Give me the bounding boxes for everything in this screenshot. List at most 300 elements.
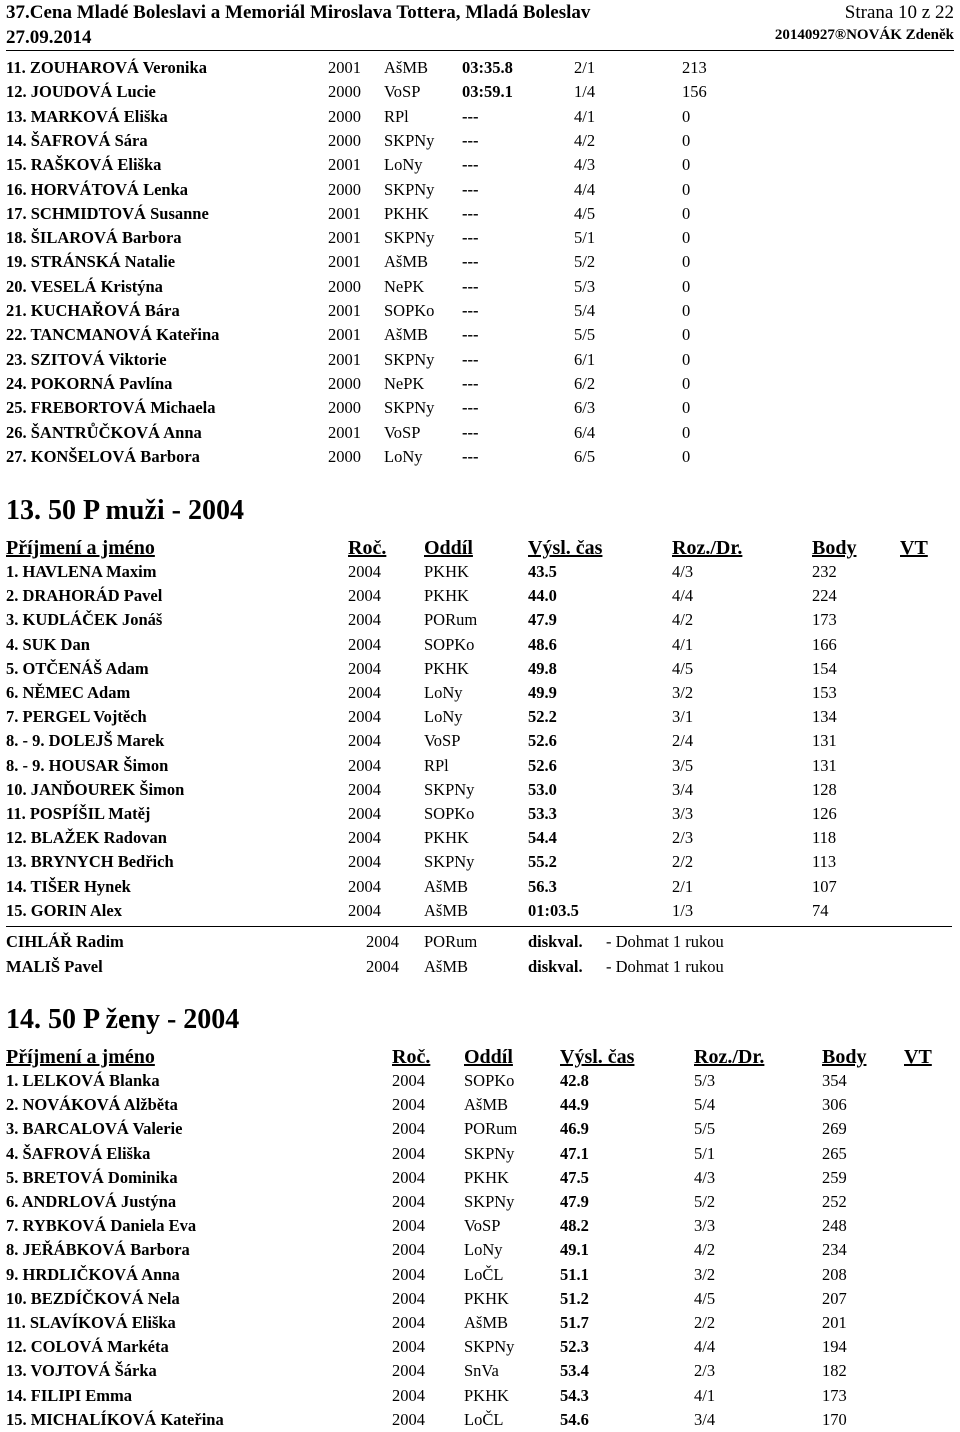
points: 269 — [822, 1119, 847, 1139]
athlete-name: 22. TANCMANOVÁ Kateřina — [6, 325, 220, 345]
birth-year: 2001 — [328, 301, 361, 320]
athlete-name: 13. BRYNYCH Bedřich — [6, 852, 174, 872]
result-time: 47.1 — [560, 1143, 589, 1163]
points: 134 — [812, 707, 837, 727]
heat-lane: 3/3 — [672, 804, 694, 823]
club-code: RPl — [424, 755, 449, 775]
athlete-name: 3. KUDLÁČEK Jonáš — [6, 610, 163, 630]
heat-lane: 5/2 — [694, 1192, 716, 1211]
points: 0 — [682, 398, 691, 418]
athlete-name: 11. SLAVÍKOVÁ Eliška — [6, 1313, 176, 1332]
club-code: SOPKo — [384, 301, 435, 320]
heat-lane: 3/2 — [694, 1264, 716, 1284]
athlete-name: 10. JANĎOUREK Šimon — [6, 779, 185, 799]
result-time: 51.2 — [560, 1288, 589, 1308]
result-time: --- — [462, 228, 479, 248]
club-code: SKPNy — [464, 1337, 515, 1357]
result-time: 53.3 — [528, 804, 557, 823]
points: 234 — [822, 1240, 847, 1260]
result-time: 43.5 — [528, 562, 557, 581]
points: 154 — [812, 658, 837, 678]
birth-year: 2004 — [348, 707, 381, 727]
result-time: 44.0 — [528, 586, 557, 606]
heat-lane: 4/5 — [672, 658, 694, 678]
birth-year: 2004 — [392, 1071, 425, 1090]
dq-reason: - Dohmat 1 rukou — [606, 932, 724, 951]
birth-year: 2001 — [328, 252, 361, 272]
result-time: --- — [462, 106, 479, 126]
result-time: --- — [462, 398, 479, 418]
birth-year: 2000 — [328, 82, 361, 102]
athlete-name: 10. BEZDÍČKOVÁ Nela — [6, 1288, 180, 1308]
heat-lane: 5/3 — [574, 276, 596, 296]
event-title: 37.Cena Mladé Boleslavi a Memoriál Miroslava Tottera, Mladá Boleslav — [6, 2, 591, 23]
heat-lane: 4/3 — [574, 155, 596, 175]
result-time: --- — [462, 422, 479, 442]
club-code: PORum — [424, 610, 478, 630]
club-code: SOPKo — [424, 634, 475, 654]
club-code: SKPNy — [464, 1143, 515, 1163]
club-code: PKHK — [424, 658, 469, 678]
athlete-name: 8. JEŘÁBKOVÁ Barbora — [6, 1240, 190, 1260]
result-time: 44.9 — [560, 1095, 589, 1115]
club-code: AšMB — [424, 876, 469, 896]
athlete-name: 1. HAVLENA Maxim — [6, 562, 157, 581]
club-code: LoNy — [424, 683, 463, 702]
club-code: AšMB — [384, 58, 429, 77]
heat-lane: 3/1 — [672, 707, 694, 727]
result-time: 54.6 — [560, 1409, 589, 1429]
athlete-name: 14. ŠAFROVÁ Sára — [6, 130, 148, 150]
result-time: --- — [462, 179, 479, 199]
athlete-name: 12. BLAŽEK Radovan — [6, 828, 167, 848]
points: 182 — [822, 1361, 847, 1381]
athlete-name: 4. ŠAFROVÁ Eliška — [6, 1143, 151, 1163]
points: 201 — [822, 1313, 847, 1332]
result-time: --- — [462, 349, 479, 369]
points: 194 — [822, 1337, 847, 1357]
points: 354 — [822, 1071, 847, 1090]
column-header-pts: Body — [812, 537, 857, 559]
heat-lane: 6/5 — [574, 446, 596, 466]
heat-lane: 2/3 — [672, 828, 694, 848]
club-code: PKHK — [464, 1167, 509, 1187]
points: 118 — [812, 828, 837, 848]
birth-year: 2004 — [348, 731, 381, 751]
birth-year: 2004 — [366, 932, 399, 951]
result-time: diskval. — [528, 932, 583, 951]
points: 0 — [682, 130, 691, 150]
dq-reason: - Dohmat 1 rukou — [606, 956, 724, 976]
athlete-name: 6. NĚMEC Adam — [6, 683, 131, 702]
points: 0 — [682, 301, 691, 320]
athlete-name: 12. COLOVÁ Markéta — [6, 1337, 169, 1357]
club-code: PKHK — [384, 203, 429, 223]
points: 173 — [812, 610, 837, 630]
points: 306 — [822, 1095, 847, 1115]
club-code: NePK — [384, 276, 425, 296]
heat-lane: 3/2 — [672, 683, 694, 702]
result-time: diskval. — [528, 956, 583, 976]
club-code: RPl — [384, 106, 409, 126]
club-code: NePK — [384, 373, 425, 393]
athlete-name: 14. FILIPI Emma — [6, 1385, 133, 1405]
column-header-vt: VT — [900, 537, 928, 559]
club-code: LoNy — [384, 446, 423, 466]
athlete-name: 5. OTČENÁŠ Adam — [6, 658, 149, 678]
result-time: 52.2 — [528, 707, 557, 727]
heat-lane: 4/1 — [672, 634, 694, 654]
club-code: PKHK — [424, 562, 469, 581]
result-time: 48.6 — [528, 634, 557, 654]
points: 0 — [682, 252, 691, 272]
result-time: 47.9 — [528, 610, 557, 630]
result-time: --- — [462, 130, 479, 150]
heat-lane: 5/1 — [574, 228, 596, 248]
result-time: 42.8 — [560, 1071, 589, 1090]
result-time: --- — [462, 252, 479, 272]
result-time: 47.9 — [560, 1192, 589, 1211]
athlete-name: 8. - 9. DOLEJŠ Marek — [6, 731, 165, 751]
athlete-name: 16. HORVÁTOVÁ Lenka — [6, 179, 189, 199]
result-time: --- — [462, 276, 479, 296]
heat-lane: 4/4 — [694, 1337, 716, 1357]
birth-year: 2004 — [392, 1167, 425, 1187]
result-time: --- — [462, 373, 479, 393]
birth-year: 2004 — [348, 876, 381, 896]
result-time: 54.4 — [528, 828, 557, 848]
birth-year: 2001 — [328, 422, 361, 442]
result-time: 52.3 — [560, 1337, 589, 1357]
points: 0 — [682, 203, 691, 223]
birth-year: 2001 — [328, 349, 361, 369]
athlete-name: 18. ŠILAROVÁ Barbora — [6, 228, 182, 248]
birth-year: 2004 — [392, 1288, 425, 1308]
athlete-name: 24. POKORNÁ Pavlína — [6, 373, 173, 393]
athlete-name: 2. DRAHORÁD Pavel — [6, 586, 163, 606]
club-code: SKPNy — [384, 228, 435, 248]
athlete-name: 11. POSPÍŠIL Matěj — [6, 804, 151, 823]
heat-lane: 4/2 — [672, 610, 694, 630]
birth-year: 2004 — [348, 683, 381, 702]
club-code: PORum — [424, 932, 478, 951]
birth-year: 2004 — [348, 586, 381, 606]
club-code: SKPNy — [464, 1192, 515, 1211]
heat-lane: 6/4 — [574, 422, 596, 442]
athlete-name: CIHLÁŘ Radim — [6, 932, 124, 951]
heat-lane: 3/4 — [694, 1409, 716, 1429]
athlete-name: 20. VESELÁ Kristýna — [6, 276, 163, 296]
club-code: PKHK — [464, 1288, 509, 1308]
result-time: 52.6 — [528, 755, 557, 775]
heat-lane: 5/5 — [694, 1119, 716, 1139]
birth-year: 2004 — [348, 562, 381, 581]
birth-year: 2004 — [348, 610, 381, 630]
birth-year: 2001 — [328, 155, 361, 175]
result-time: 53.0 — [528, 779, 557, 799]
club-code: SKPNy — [424, 779, 475, 799]
birth-year: 2004 — [348, 658, 381, 678]
athlete-name: 17. SCHMIDTOVÁ Susanne — [6, 203, 209, 223]
points: 128 — [812, 779, 837, 799]
birth-year: 2000 — [328, 398, 361, 418]
result-time: --- — [462, 203, 479, 223]
athlete-name: 4. SUK Dan — [6, 634, 90, 654]
birth-year: 2004 — [348, 900, 381, 920]
points: 156 — [682, 82, 707, 102]
result-time: 01:03.5 — [528, 900, 579, 920]
birth-year: 2004 — [348, 852, 381, 872]
points: 107 — [812, 876, 837, 896]
heat-lane: 2/2 — [672, 852, 694, 872]
club-code: PKHK — [464, 1385, 509, 1405]
club-code: SnVa — [464, 1361, 499, 1381]
athlete-name: 19. STRÁNSKÁ Natalie — [6, 252, 176, 272]
result-time: 51.1 — [560, 1264, 589, 1284]
athlete-name: 23. SZITOVÁ Viktorie — [6, 349, 167, 369]
athlete-name: 6. ANDRLOVÁ Justýna — [6, 1192, 177, 1211]
birth-year: 2000 — [328, 276, 361, 296]
heat-lane: 3/3 — [694, 1216, 716, 1236]
athlete-name: 8. - 9. HOUSAR Šimon — [6, 755, 169, 775]
heat-lane: 5/2 — [574, 252, 596, 272]
club-code: AšMB — [424, 900, 469, 920]
points: 126 — [812, 804, 837, 823]
points: 208 — [822, 1264, 847, 1284]
section-title: 14. 50 P ženy - 2004 — [6, 1004, 240, 1035]
result-time: --- — [462, 325, 479, 345]
birth-year: 2004 — [348, 634, 381, 654]
event-date: 27.09.2014 — [6, 27, 92, 48]
birth-year: 2000 — [328, 446, 361, 466]
club-code: SKPNy — [384, 179, 435, 199]
author-stamp: 20140927®NOVÁK Zdeněk — [774, 27, 954, 43]
club-code: SKPNy — [384, 130, 435, 150]
points: 173 — [822, 1385, 847, 1405]
points: 0 — [682, 349, 691, 369]
athlete-name: 15. GORIN Alex — [6, 900, 122, 920]
heat-lane: 3/5 — [672, 755, 694, 775]
result-time: 47.5 — [560, 1167, 589, 1187]
column-header-club: Oddíl — [424, 537, 473, 559]
birth-year: 2001 — [328, 228, 361, 248]
club-code: AšMB — [464, 1313, 509, 1332]
result-time: 48.2 — [560, 1216, 589, 1236]
heat-lane: 2/1 — [672, 876, 694, 896]
result-time: 03:35.8 — [462, 58, 513, 77]
birth-year: 2004 — [392, 1385, 425, 1405]
points: 232 — [812, 562, 837, 581]
heat-lane: 4/1 — [574, 106, 596, 126]
birth-year: 2001 — [328, 58, 361, 77]
club-code: AšMB — [424, 956, 469, 976]
club-code: LoNy — [464, 1240, 503, 1260]
heat-lane: 4/1 — [694, 1385, 716, 1405]
result-time: 03:59.1 — [462, 82, 513, 102]
club-code: PKHK — [424, 586, 469, 606]
points: 213 — [682, 58, 707, 77]
heat-lane: 2/4 — [672, 731, 694, 751]
points: 0 — [682, 276, 691, 296]
birth-year: 2004 — [392, 1264, 425, 1284]
result-time: 49.9 — [528, 683, 557, 702]
birth-year: 2004 — [392, 1409, 425, 1429]
birth-year: 2004 — [348, 779, 381, 799]
result-time: 46.9 — [560, 1119, 589, 1139]
birth-year: 2000 — [328, 106, 361, 126]
athlete-name: 13. VOJTOVÁ Šárka — [6, 1361, 157, 1381]
heat-lane: 1/3 — [672, 900, 694, 920]
column-header-time: Výsl. čas — [528, 537, 603, 559]
birth-year: 2004 — [348, 755, 381, 775]
heat-lane: 4/2 — [694, 1240, 716, 1260]
club-code: AšMB — [464, 1095, 509, 1115]
column-header-club: Oddíl — [464, 1046, 513, 1068]
birth-year: 2001 — [328, 325, 361, 345]
heat-lane: 4/2 — [574, 130, 596, 150]
points: 0 — [682, 228, 691, 248]
athlete-name: 27. KONŠELOVÁ Barbora — [6, 446, 200, 466]
birth-year: 2004 — [392, 1192, 425, 1211]
athlete-name: 3. BARCALOVÁ Valerie — [6, 1119, 183, 1139]
points: 0 — [682, 106, 691, 126]
points: 265 — [822, 1143, 847, 1163]
athlete-name: 2. NOVÁKOVÁ Alžběta — [6, 1095, 178, 1115]
athlete-name: 7. RYBKOVÁ Daniela Eva — [6, 1216, 197, 1236]
athlete-name: MALIŠ Pavel — [6, 956, 103, 976]
result-time: 54.3 — [560, 1385, 589, 1405]
athlete-name: 1. LELKOVÁ Blanka — [6, 1071, 160, 1090]
heat-lane: 5/5 — [574, 325, 596, 345]
column-header-year: Roč. — [392, 1046, 431, 1068]
athlete-name: 14. TIŠER Hynek — [6, 876, 131, 896]
result-time: --- — [462, 446, 479, 466]
club-code: LoNy — [424, 707, 463, 727]
birth-year: 2000 — [328, 130, 361, 150]
points: 0 — [682, 325, 691, 345]
club-code: SOPKo — [464, 1071, 515, 1090]
club-code: SKPNy — [384, 349, 435, 369]
points: 0 — [682, 179, 691, 199]
points: 166 — [812, 634, 837, 654]
club-code: SKPNy — [384, 398, 435, 418]
birth-year: 2004 — [392, 1313, 425, 1332]
points: 131 — [812, 731, 837, 751]
heat-lane: 5/1 — [694, 1143, 716, 1163]
heat-lane: 4/4 — [574, 179, 596, 199]
club-code: SOPKo — [424, 804, 475, 823]
result-time: 49.1 — [560, 1240, 589, 1260]
club-code: LoČL — [464, 1409, 504, 1429]
heat-lane: 4/3 — [694, 1167, 716, 1187]
athlete-name: 5. BRETOVÁ Dominika — [6, 1167, 178, 1187]
birth-year: 2004 — [392, 1119, 425, 1139]
result-time: 55.2 — [528, 852, 557, 872]
club-code: VoSP — [384, 82, 421, 102]
points: 0 — [682, 446, 691, 466]
heat-lane: 6/3 — [574, 398, 596, 418]
heat-lane: 5/4 — [694, 1095, 716, 1115]
result-time: --- — [462, 155, 479, 175]
heat-lane: 6/2 — [574, 373, 596, 393]
athlete-name: 13. MARKOVÁ Eliška — [6, 106, 168, 126]
heat-lane: 4/5 — [574, 203, 596, 223]
result-time: 52.6 — [528, 731, 557, 751]
club-code: SKPNy — [424, 852, 475, 872]
athlete-name: 15. MICHALÍKOVÁ Kateřina — [6, 1409, 224, 1429]
header-divider — [6, 50, 954, 51]
athlete-name: 21. KUCHAŘOVÁ Bára — [6, 301, 180, 320]
column-header-name: Příjmení a jméno — [6, 1046, 155, 1068]
club-code: PORum — [464, 1119, 518, 1139]
birth-year: 2000 — [328, 179, 361, 199]
column-header-heat: Roz./Dr. — [694, 1046, 765, 1068]
points: 248 — [822, 1216, 847, 1236]
club-code: PKHK — [424, 828, 469, 848]
athlete-name: 12. JOUDOVÁ Lucie — [6, 82, 156, 102]
result-time: 56.3 — [528, 876, 557, 896]
points: 153 — [812, 683, 837, 702]
club-code: VoSP — [424, 731, 461, 751]
column-header-name: Příjmení a jméno — [6, 537, 155, 559]
heat-lane: 4/5 — [694, 1288, 716, 1308]
birth-year: 2000 — [328, 373, 361, 393]
points: 74 — [812, 900, 829, 920]
club-code: VoSP — [384, 422, 421, 442]
birth-year: 2004 — [392, 1216, 425, 1236]
club-code: VoSP — [464, 1216, 501, 1236]
club-code: LoNy — [384, 155, 423, 175]
heat-lane: 6/1 — [574, 349, 596, 369]
section-divider — [6, 926, 952, 927]
birth-year: 2004 — [392, 1361, 425, 1381]
page-number: Strana 10 z 22 — [844, 2, 954, 23]
birth-year: 2004 — [392, 1240, 425, 1260]
points: 224 — [812, 586, 837, 606]
heat-lane: 4/4 — [672, 586, 694, 606]
points: 131 — [812, 755, 837, 775]
birth-year: 2004 — [348, 804, 381, 823]
athlete-name: 15. RAŠKOVÁ Eliška — [6, 155, 162, 175]
points: 0 — [682, 373, 691, 393]
points: 0 — [682, 155, 691, 175]
column-header-time: Výsl. čas — [560, 1046, 635, 1068]
heat-lane: 1/4 — [574, 82, 596, 102]
result-time: --- — [462, 301, 479, 320]
points: 252 — [822, 1192, 847, 1211]
heat-lane: 5/4 — [574, 301, 596, 320]
points: 170 — [822, 1409, 847, 1429]
heat-lane: 2/3 — [694, 1361, 716, 1381]
athlete-name: 11. ZOUHAROVÁ Veronika — [6, 58, 207, 77]
heat-lane: 2/1 — [574, 58, 596, 77]
athlete-name: 26. ŠANTRŮČKOVÁ Anna — [6, 422, 202, 442]
result-time: 49.8 — [528, 658, 557, 678]
birth-year: 2004 — [392, 1143, 425, 1163]
athlete-name: 9. HRDLIČKOVÁ Anna — [6, 1264, 180, 1284]
column-header-heat: Roz./Dr. — [672, 537, 743, 559]
column-header-pts: Body — [822, 1046, 867, 1068]
athlete-name: 7. PERGEL Vojtěch — [6, 707, 147, 727]
points: 207 — [822, 1288, 847, 1308]
result-time: 53.4 — [560, 1361, 589, 1381]
heat-lane: 5/3 — [694, 1071, 716, 1090]
heat-lane: 4/3 — [672, 562, 694, 581]
birth-year: 2004 — [392, 1095, 425, 1115]
birth-year: 2004 — [348, 828, 381, 848]
heat-lane: 3/4 — [672, 779, 694, 799]
birth-year: 2004 — [366, 956, 399, 976]
